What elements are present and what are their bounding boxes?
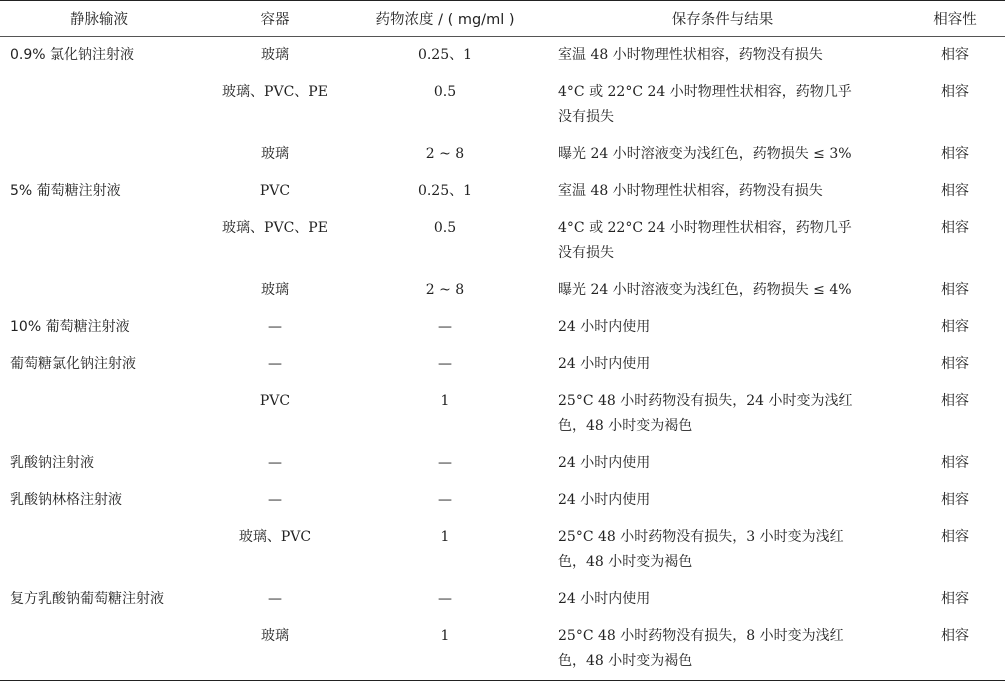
- cell-solution: [0, 136, 200, 173]
- cell-condition: 曝光 24 小时溶液变为浅红色，药物损失 ≤ 4%: [558, 282, 852, 298]
- cell-container: 玻璃: [261, 282, 289, 298]
- header-concentration: 药物浓度 / ( mg/ml ): [350, 1, 540, 37]
- cell-container: —: [268, 591, 282, 607]
- cell-solution: 乳酸钠注射液: [10, 455, 94, 471]
- table-row: [0, 346, 1005, 383]
- cell-condition: 25°C 48 小时药物没有损失，3 小时变为浅红色，48 小时变为褐色: [558, 529, 844, 570]
- cell-condition: 24 小时内使用: [558, 492, 651, 508]
- cell-solution: [0, 272, 200, 309]
- cell-solution: 复方乳酸钠葡萄糖注射液: [10, 591, 164, 607]
- cell-concentration: —: [438, 492, 452, 508]
- cell-concentration: 0.25、1: [417, 47, 473, 63]
- cell-concentration: 0.5: [433, 220, 457, 236]
- table-header: [0, 1, 1005, 37]
- cell-compatibility: 相容: [941, 146, 969, 162]
- cell-solution: [0, 519, 200, 581]
- table-row: [0, 383, 1005, 445]
- cell-compatibility: 相容: [941, 529, 969, 545]
- cell-container: 玻璃、PVC、PE: [222, 220, 328, 236]
- header-compatibility: 相容性: [905, 1, 1005, 37]
- cell-solution: 5% 葡萄糖注射液: [10, 183, 121, 199]
- cell-compatibility: 相容: [941, 356, 969, 372]
- cell-solution: 10% 葡萄糖注射液: [10, 319, 130, 335]
- cell-concentration: —: [438, 356, 452, 372]
- table-row: [0, 445, 1005, 482]
- table-row: [0, 74, 1005, 136]
- cell-solution: [0, 618, 200, 681]
- table-row: [0, 519, 1005, 581]
- cell-container: PVC: [259, 393, 291, 409]
- table-row: [0, 618, 1005, 681]
- cell-concentration: —: [438, 591, 452, 607]
- table-row: [0, 272, 1005, 309]
- cell-solution: 0.9% 氯化钠注射液: [10, 47, 135, 63]
- cell-container: 玻璃: [261, 47, 289, 63]
- cell-compatibility: 相容: [941, 84, 969, 100]
- cell-compatibility: 相容: [941, 183, 969, 199]
- cell-solution: 乳酸钠林格注射液: [10, 492, 122, 508]
- cell-compatibility: 相容: [941, 591, 969, 607]
- header-container: 容器: [200, 1, 350, 37]
- cell-compatibility: 相容: [941, 282, 969, 298]
- cell-container: —: [268, 492, 282, 508]
- cell-concentration: 1: [440, 393, 450, 409]
- cell-condition: 24 小时内使用: [558, 356, 651, 372]
- cell-condition: 24 小时内使用: [558, 591, 651, 607]
- table-row: [0, 136, 1005, 173]
- cell-container: —: [268, 319, 282, 335]
- cell-concentration: —: [438, 319, 452, 335]
- cell-container: —: [268, 455, 282, 471]
- cell-concentration: —: [438, 455, 452, 471]
- table-row: [0, 482, 1005, 519]
- cell-condition: 24 小时内使用: [558, 319, 651, 335]
- cell-condition: 4°C 或 22°C 24 小时物理性状相容，药物几乎没有损失: [558, 84, 852, 125]
- cell-container: 玻璃、PVC: [238, 529, 312, 545]
- header-solution: 静脉输液: [0, 1, 200, 37]
- header-condition: 保存条件与结果: [540, 1, 905, 37]
- cell-condition: 24 小时内使用: [558, 455, 651, 471]
- cell-container: 玻璃: [200, 618, 350, 681]
- table-row: [0, 581, 1005, 618]
- cell-concentration: 1: [350, 618, 540, 681]
- cell-compatibility: 相容: [941, 47, 969, 63]
- cell-concentration: 0.5: [433, 84, 457, 100]
- cell-concentration: 1: [440, 529, 450, 545]
- table-body: [0, 37, 1005, 681]
- cell-compatibility: 相容: [941, 492, 969, 508]
- cell-condition: 25°C 48 小时药物没有损失，24 小时变为浅红色，48 小时变为褐色: [558, 393, 853, 434]
- cell-condition: 曝光 24 小时溶液变为浅红色，药物损失 ≤ 3%: [558, 146, 852, 162]
- cell-container: 玻璃、PVC、PE: [222, 84, 328, 100]
- cell-concentration: 2 ~ 8: [425, 282, 465, 298]
- cell-concentration: 0.25、1: [417, 183, 473, 199]
- cell-solution: [0, 74, 200, 136]
- cell-condition: 室温 48 小时物理性状相容，药物没有损失: [558, 183, 823, 199]
- table-row: [0, 37, 1005, 75]
- cell-compatibility: 相容: [941, 393, 969, 409]
- cell-condition: 25°C 48 小时药物没有损失，8 小时变为浅红色，48 小时变为褐色: [540, 618, 905, 681]
- cell-container: 玻璃: [261, 146, 289, 162]
- cell-concentration: 2 ~ 8: [425, 146, 465, 162]
- cell-compatibility: 相容: [941, 319, 969, 335]
- cell-solution: [0, 210, 200, 272]
- cell-condition: 4°C 或 22°C 24 小时物理性状相容，药物几乎没有损失: [558, 220, 852, 261]
- table-row: [0, 309, 1005, 346]
- cell-condition: 室温 48 小时物理性状相容，药物没有损失: [558, 47, 823, 63]
- table-row: [0, 173, 1005, 210]
- cell-solution: 葡萄糖氯化钠注射液: [10, 356, 136, 372]
- cell-compatibility: 相容: [905, 618, 1005, 681]
- header-row: [0, 1, 1005, 37]
- cell-container: —: [268, 356, 282, 372]
- cell-compatibility: 相容: [941, 220, 969, 236]
- cell-solution: [0, 383, 200, 445]
- cell-compatibility: 相容: [941, 455, 969, 471]
- table-row: [0, 210, 1005, 272]
- cell-container: PVC: [259, 183, 291, 199]
